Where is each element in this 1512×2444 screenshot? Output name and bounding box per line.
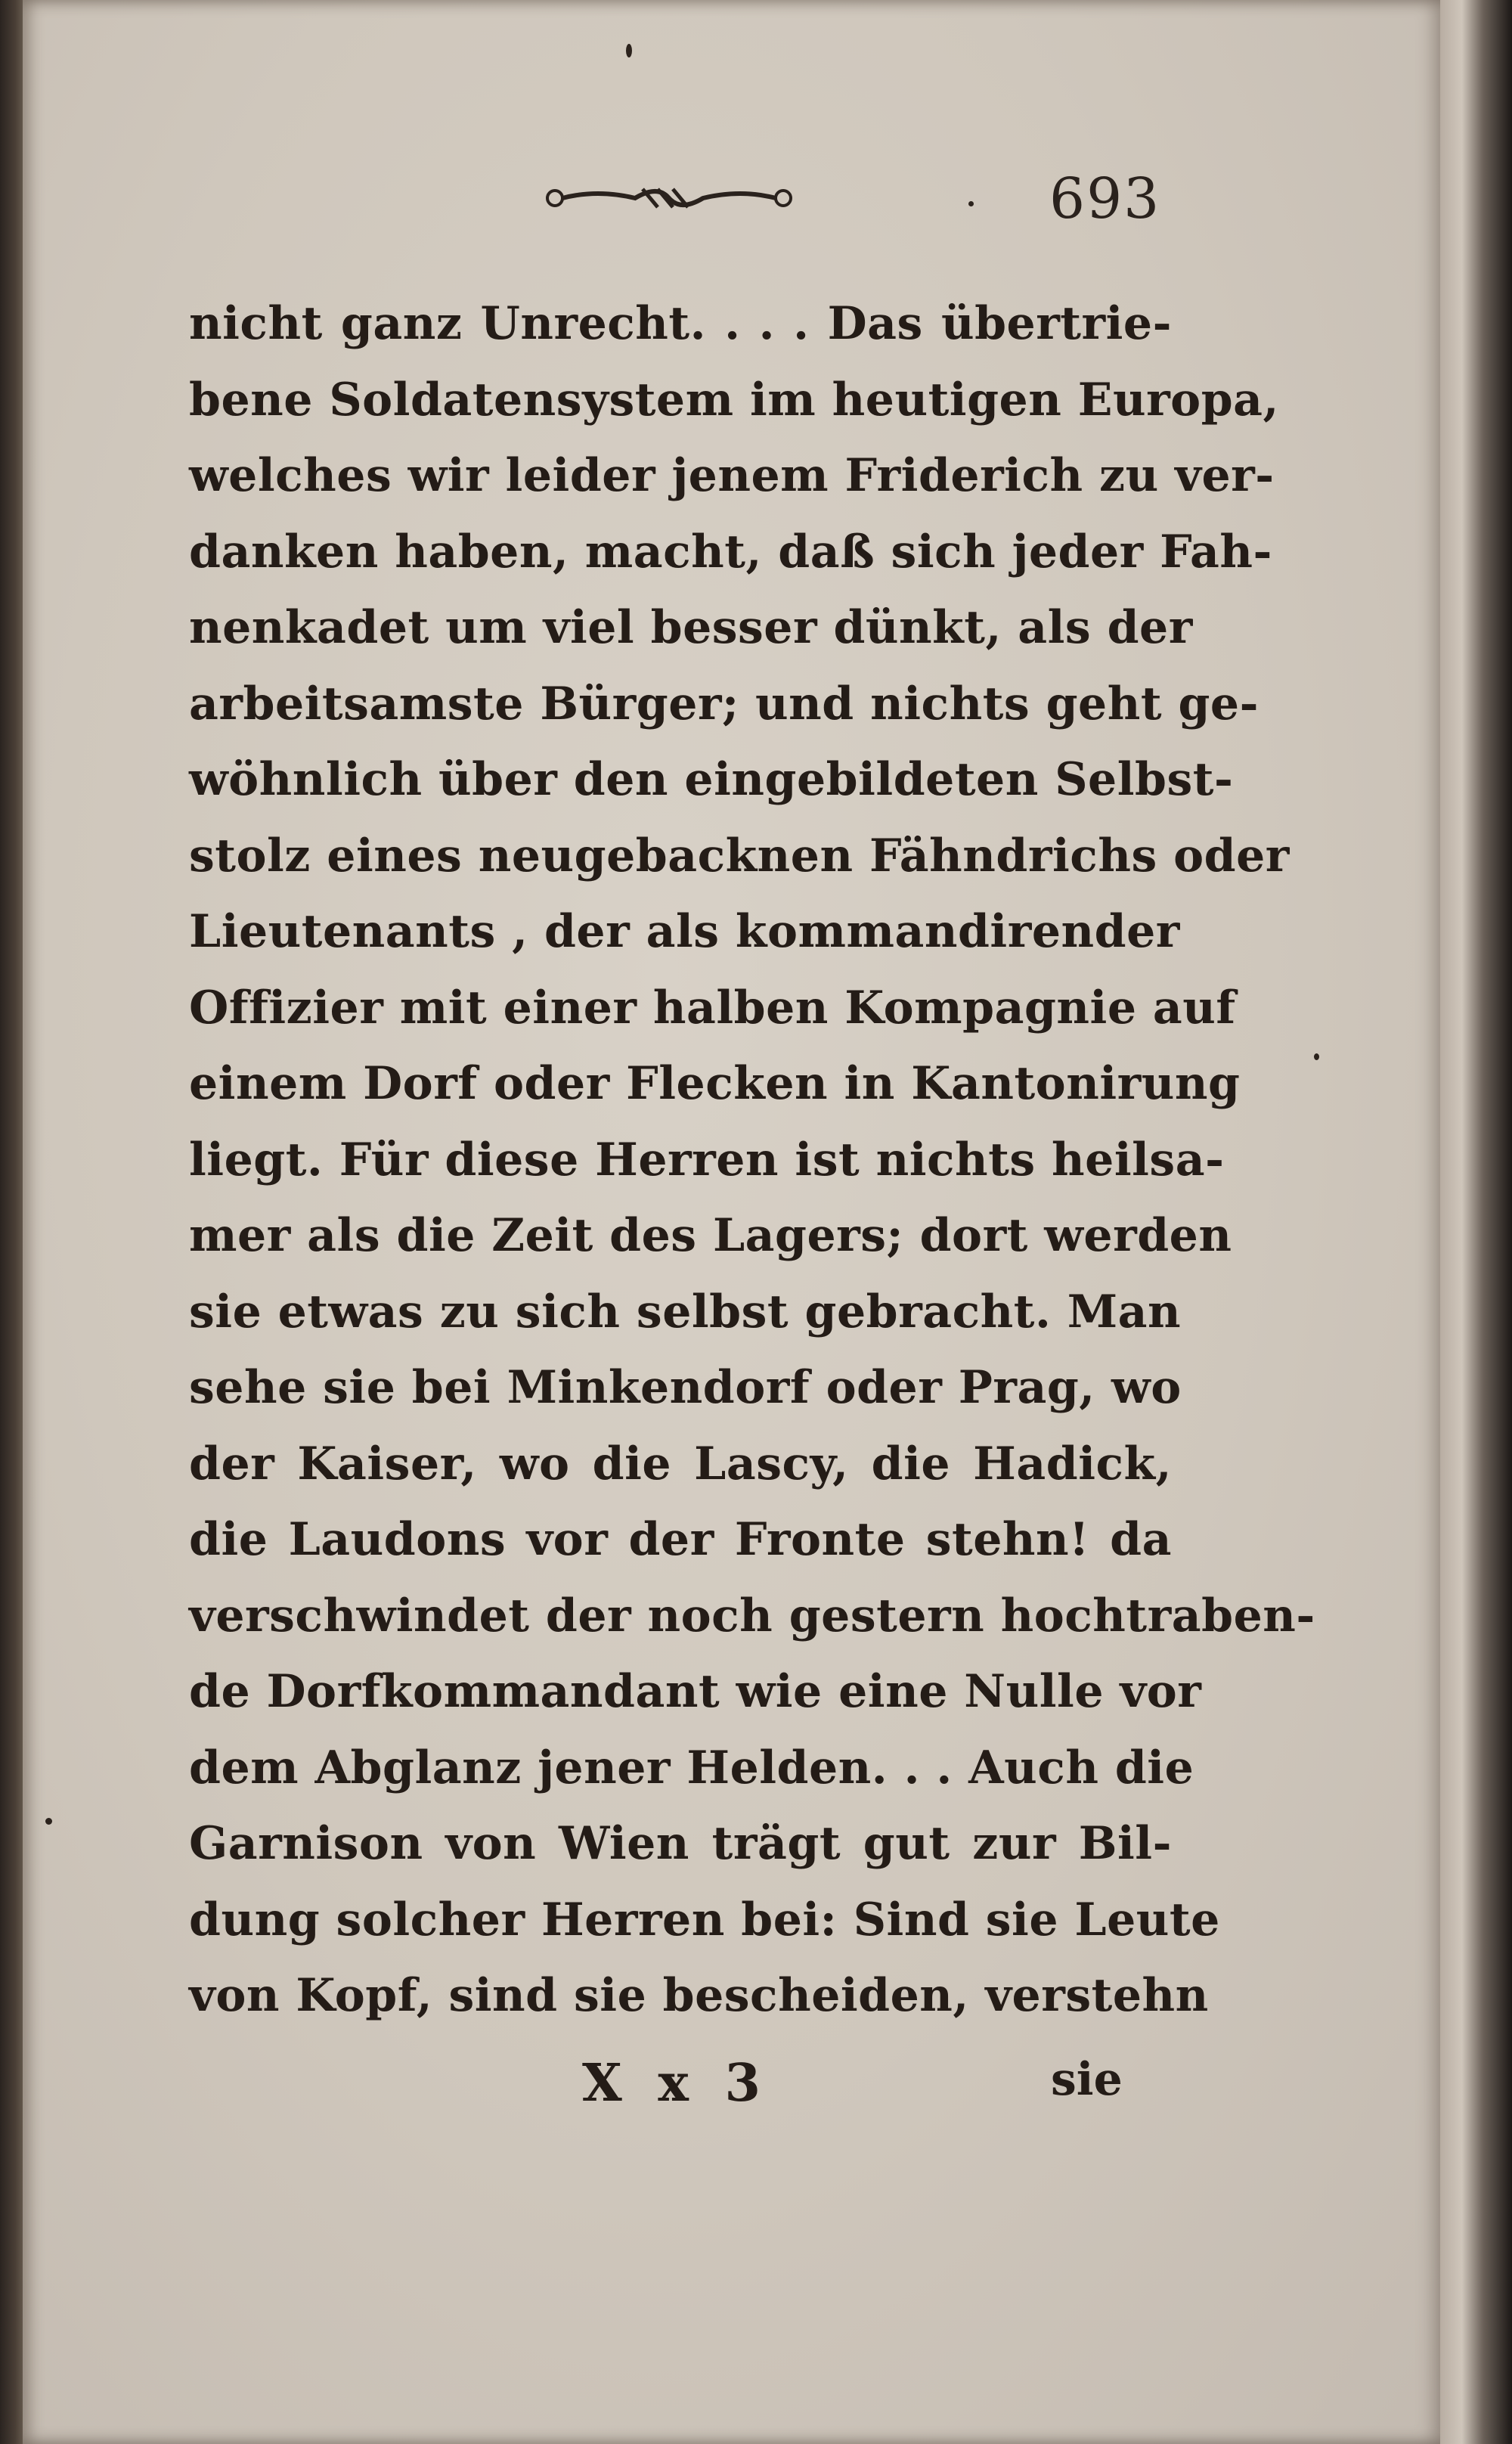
text-line: nicht ganz Unrecht. . . . Das übertrie- [189,297,1172,350]
body-text [189,286,1315,2034]
text-line: der Kaiser, wo die Lascy, die Hadick, [189,1437,1172,1490]
text-line: von Kopf, sind sie bescheiden, verstehn [189,1969,1209,2022]
book-binding [0,0,26,2444]
signature-mark: X x 3 [582,2053,770,2114]
text-line: verschwindet der noch gestern hochtraben- [189,1589,1315,1642]
text-line: sehe sie bei Minkendorf oder Prag, wo [189,1361,1182,1414]
ink-speck [1314,1053,1319,1060]
text-line: wöhnlich über den eingebildeten Selbst- [189,753,1234,806]
text-line: arbeitsamste Bürger; und nichts geht ge- [189,677,1259,730]
text-line: bene Soldatensystem im heutigen Europa, [189,373,1279,426]
text-line: nenkadet um viel besser dünkt, als der [189,601,1193,654]
text-line: Offizier mit einer halben Kompagnie auf [189,981,1236,1034]
ink-speck [968,201,974,206]
text-line: Garnison von Wien trägt gut zur Bil- [189,1817,1172,1870]
text-line: mer als die Zeit des Lagers; dort werden [189,1209,1232,1262]
page-fore-edge [1440,0,1512,2444]
text-line: liegt. Für diese Herren ist nichts heilsa- [189,1133,1225,1186]
text-line: dung solcher Herren bei: Sind sie Leute [189,1893,1220,1946]
text-line: danken haben, macht, daß sich jeder Fah- [189,525,1272,578]
text-line: die Laudons vor der Fronte stehn! da [189,1513,1172,1566]
text-line: sie etwas zu sich selbst gebracht. Man [189,1285,1182,1338]
ink-speck [626,44,632,57]
text-line: Lieutenants , der als kommandirender [189,905,1180,958]
ink-speck [45,1818,52,1825]
page-number: 693 [1049,166,1161,231]
text-line: dem Abglanz jener Helden. . . Auch die [189,1741,1194,1794]
header-ornament-icon [544,175,794,221]
text-line: welches wir leider jenem Friderich zu ver- [189,449,1275,502]
catchword: sie [1051,2053,1123,2106]
text-line: de Dorfkommandant wie eine Nulle vor [189,1665,1202,1718]
text-line: einem Dorf oder Flecken in Kantonirung [189,1057,1241,1110]
text-line: stolz eines neugebacknen Fähndrichs oder [189,829,1290,882]
